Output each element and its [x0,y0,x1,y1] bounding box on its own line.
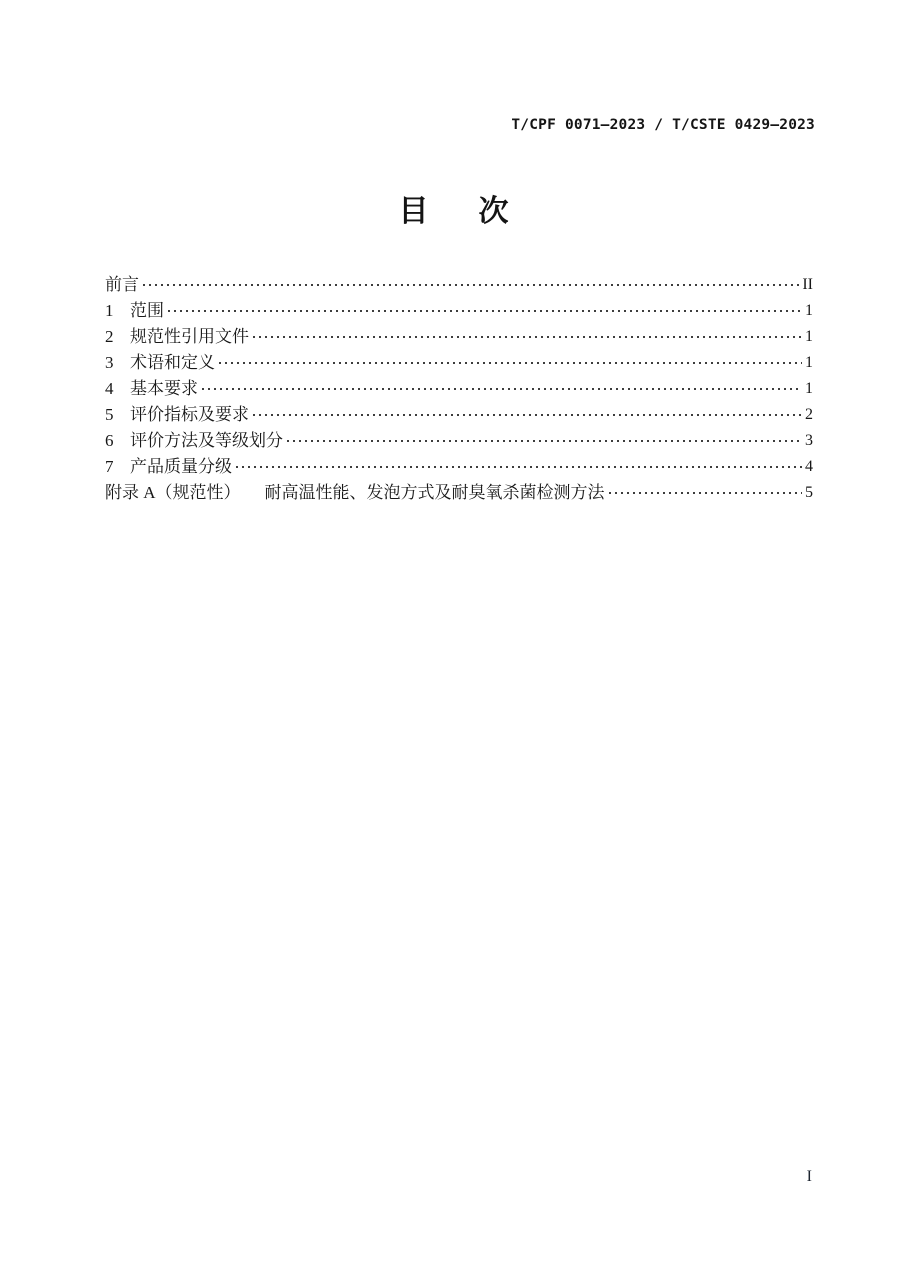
toc-entry-page-number: II [802,276,813,293]
toc-entry-number: 2 [105,327,114,346]
toc-entry-page-number: 1 [805,354,813,371]
toc-leader-dots [287,440,802,442]
toc-entry-label: 范围 [130,301,164,320]
toc-entry-number: 1 [105,301,114,320]
toc-entry-number: 7 [105,457,114,476]
toc-title: 目 次 [398,194,519,229]
standard-code-header: T/CPF 0071—2023 / T/CSTE 0429—2023 [511,117,815,133]
toc-entry [105,402,813,428]
toc-entry [105,480,813,506]
toc-entry-label: 基本要求 [130,379,198,398]
toc-entry-label: 产品质量分级 [130,457,232,476]
toc-entry [105,324,813,350]
toc-entry-page-number: 1 [805,302,813,319]
toc-entry-label: 附录 A（规范性） [105,483,241,502]
toc-entry-number: 3 [105,353,114,372]
toc-entry-label: 评价指标及要求 [130,405,249,424]
toc-entry-sublabel: 耐高温性能、发泡方式及耐臭氧杀菌检测方法 [264,483,605,502]
toc-entry [105,350,813,376]
toc-leader-dots [168,310,802,312]
toc-leader-dots [253,336,802,338]
toc-entry [105,272,813,298]
toc-entry [105,428,813,454]
page-number-footer: I [806,1168,812,1185]
toc-entry-page-number: 1 [805,328,813,345]
toc-entry-page-number: 1 [805,380,813,397]
toc-leader-dots [609,492,802,494]
toc-entry-page-number: 4 [805,458,813,475]
toc-entry-label: 术语和定义 [130,353,215,372]
toc-leader-dots [202,388,802,390]
toc-entry-page-number: 5 [805,484,813,501]
toc-entry [105,376,813,402]
toc-entry [105,298,813,324]
toc-entry-label: 前言 [105,275,139,294]
toc-entry-number: 6 [105,431,114,450]
toc-leader-dots [236,466,802,468]
toc-list [105,272,813,506]
toc-entry-number: 5 [105,405,114,424]
toc-entry-label: 评价方法及等级划分 [130,431,283,450]
toc-entry-number: 4 [105,379,114,398]
toc-entry-label: 规范性引用文件 [130,327,249,346]
toc-entry-page-number: 2 [805,406,813,423]
toc-leader-dots [219,362,802,364]
toc-leader-dots [143,284,799,286]
toc-leader-dots [253,414,802,416]
toc-entry-page-number: 3 [805,432,813,449]
toc-entry [105,454,813,480]
